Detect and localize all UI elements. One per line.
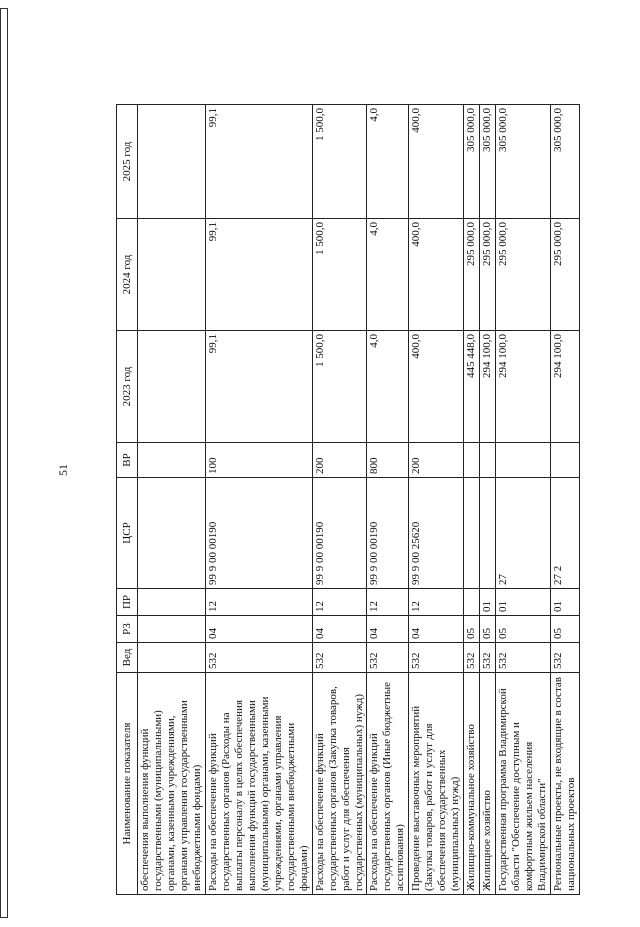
cell-2024: 99,1 [205,219,312,331]
cell-2024: 295 000,0 [496,219,551,331]
table-row [480,105,496,895]
table-row [551,105,580,895]
header-ved: Вед [117,643,138,673]
table-row [464,105,480,895]
cell-2023: 294 100,0 [551,331,580,443]
cell-2025: 305 000,0 [551,105,580,219]
cell-rz: 05 [496,616,551,643]
cell-2025: 305 000,0 [464,105,480,219]
cell-2025: 400,0 [409,105,464,219]
cell-ved: 532 [464,643,480,673]
cell-pr: 12 [205,589,312,616]
cell-ved: 532 [409,643,464,673]
cell-rz: 04 [205,616,312,643]
cell-csr: 99 9 00 00190 [367,478,409,589]
cell-name: Жилищно-коммунальное хозяйство [464,673,480,895]
header-pr: ПР [117,589,138,616]
cell-pr [138,589,206,616]
cell-pr [464,589,480,616]
table-row [312,105,367,895]
table-row [138,105,206,895]
cell-2023: 1 500,0 [312,331,367,443]
table-row [367,105,409,895]
cell-2025: 305 000,0 [496,105,551,219]
cell-2024: 4,0 [367,219,409,331]
cell-rz: 05 [551,616,580,643]
cell-2023 [138,331,206,443]
cell-2024: 400,0 [409,219,464,331]
budget-table [116,104,580,895]
cell-csr: 99 9 00 00190 [312,478,367,589]
cell-rz: 04 [312,616,367,643]
cell-ved: 532 [312,643,367,673]
cell-2025: 4,0 [367,105,409,219]
cell-2025: 99,1 [205,105,312,219]
cell-2023: 4,0 [367,331,409,443]
cell-2023: 294 100,0 [480,331,496,443]
cell-name: Государственная программа Владимирской области "Обеспечение доступным и комфортным жильем населения Владимирской области" [496,673,551,895]
cell-name: Проведение выставочных мероприятий (Закупка товаров, работ и услуг для обеспечения государственных (муниципальных) нужд) [409,673,464,895]
cell-vr [496,443,551,478]
table-row [496,105,551,895]
cell-csr: 99 9 00 25620 [409,478,464,589]
cell-vr [480,443,496,478]
cell-2024: 295 000,0 [551,219,580,331]
cell-pr: 12 [409,589,464,616]
cell-name: обеспечения выполнения функций государственными (муниципальными) органами, казенными учреждениями, органами управления государственными внебюджетными фондами) [138,673,206,895]
cell-csr [480,478,496,589]
cell-2024: 295 000,0 [480,219,496,331]
cell-rz: 04 [409,616,464,643]
cell-pr: 01 [496,589,551,616]
cell-name: Расходы на обеспечение функций государственных органов (Иные бюджетные ассигнования) [367,673,409,895]
cell-rz: 05 [480,616,496,643]
table-row [409,105,464,895]
cell-2023: 294 100,0 [496,331,551,443]
cell-2024 [138,219,206,331]
cell-vr: 200 [312,443,367,478]
cell-pr: 12 [312,589,367,616]
table-header-row [117,105,138,895]
cell-rz: 04 [367,616,409,643]
cell-rz: 05 [464,616,480,643]
cell-2023: 445 448,0 [464,331,480,443]
page-number: 51 [56,464,70,476]
cell-csr: 27 [496,478,551,589]
cell-ved: 532 [496,643,551,673]
cell-name: Региональные проекты, не входящие в состав национальных проектов [551,673,580,895]
cell-name: Жилищное хозяйство [480,673,496,895]
cell-csr [464,478,480,589]
header-2023: 2023 год [117,331,138,443]
cell-rz [138,616,206,643]
header-2024: 2024 год [117,219,138,331]
cell-2025: 305 000,0 [480,105,496,219]
page-edge-bar [0,8,8,918]
cell-vr [138,443,206,478]
cell-ved: 532 [205,643,312,673]
cell-ved [138,643,206,673]
cell-csr: 27 2 [551,478,580,589]
budget-table-container [116,105,578,895]
cell-pr: 01 [480,589,496,616]
cell-ved: 532 [367,643,409,673]
cell-name: Расходы на обеспечение функций государственных органов (Расходы на выплаты персоналу в целях обеспечения выполнения функций государственными (муниципальными) органами, казенными учреждениями, органами управления государственными внебюджетными фондами) [205,673,312,895]
cell-name: Расходы на обеспечение функций государственных органов (Закупка товаров, работ и услуг для обеспечения государственных (муниципальных) нужд) [312,673,367,895]
cell-vr [551,443,580,478]
table-row [205,105,312,895]
cell-vr: 100 [205,443,312,478]
cell-vr: 800 [367,443,409,478]
cell-vr [464,443,480,478]
cell-2023: 400,0 [409,331,464,443]
header-rz: РЗ [117,616,138,643]
cell-2024: 1 500,0 [312,219,367,331]
cell-ved: 532 [551,643,580,673]
cell-2025 [138,105,206,219]
cell-csr: 99 9 00 00190 [205,478,312,589]
cell-2024: 295 000,0 [464,219,480,331]
header-csr: ЦСР [117,478,138,589]
header-vr: ВР [117,443,138,478]
header-2025: 2025 год [117,105,138,219]
cell-csr [138,478,206,589]
cell-pr: 01 [551,589,580,616]
cell-vr: 200 [409,443,464,478]
header-name: Наименование показателя [117,673,138,895]
cell-2025: 1 500,0 [312,105,367,219]
cell-pr: 12 [367,589,409,616]
cell-2023: 99,1 [205,331,312,443]
cell-ved: 532 [480,643,496,673]
table-body [138,105,580,895]
